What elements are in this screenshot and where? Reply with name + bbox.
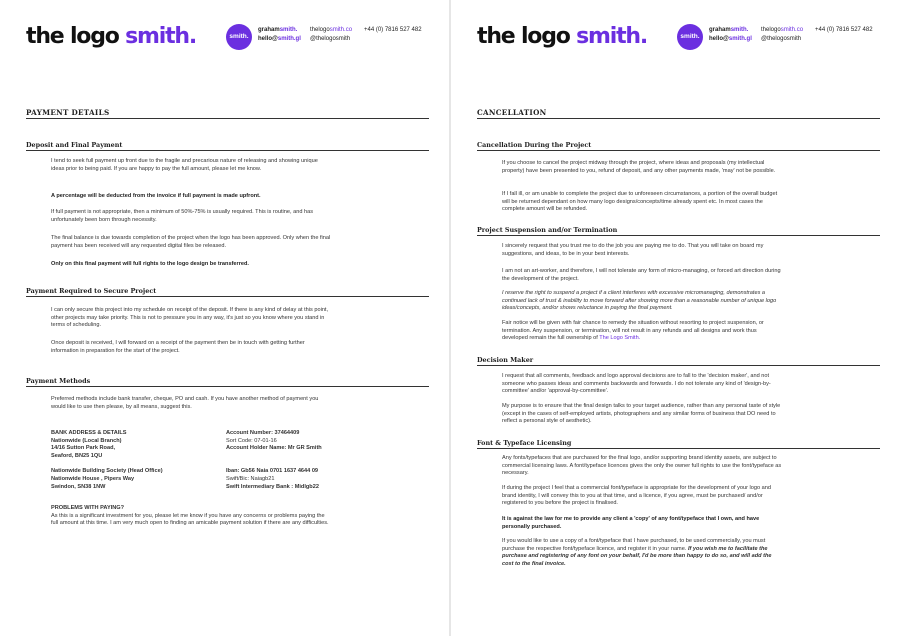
divider xyxy=(477,235,880,236)
paragraph: The final balance is due towards completion of the project when the logo has been approved. Only when the final payment has been received will any requested digital files be released. xyxy=(51,235,331,249)
divider xyxy=(26,150,429,151)
page-title: PAYMENT DETAILS xyxy=(26,108,110,117)
paragraph: Fair notice will be given with fair chance to remedy the situation without resorting to project suspension, or termination. Any suspension, or termination, will not result in any refunds and all designs and work thus developed remain the full ownership of The Logo Smith. xyxy=(502,320,764,342)
paragraph: If I fall ill, or am unable to complete the project due to unforeseen circumstances, a portion of the overall budget will be returned dependant on how many logo designs/concepts/time already spent etc. In most cases the complete amount will be refunded. xyxy=(502,191,778,213)
paragraph: I request that all comments, feedback and logo approval decisions are to fall to the 'decision maker', and not someone who passes ideas and comments backwards and forwards. I do not tolerate any kind of 'design-by-committee' and/or 'approval-by-committee'. xyxy=(502,373,771,395)
logo: the logo smith. xyxy=(26,24,197,49)
bank-address: BANK ADDRESS & DETAILS Nationwide (Local Branch) 14/16 Sutton Park Road, Seaford, BN25 1QU Nationwide Building Society (Head Office) Nationwide House , Pipers Way Swindon, SN38 1NW xyxy=(51,430,163,490)
logo: the logo smith. xyxy=(477,24,648,49)
paragraph: I reserve the right to suspend a project if a client interferes with excessive micromanaging, demonstrates a continued lack of trust & inability to move forward after showing more than a reasonable number of unique logo ideas/concepts, and/or shows reluctance in paying the final payment. xyxy=(502,290,777,312)
section-heading: Cancellation During the Project xyxy=(477,141,592,149)
contact-name-email: grahamsmith. hello@smith.gl xyxy=(258,27,301,42)
paragraph: My purpose is to ensure that the final design talks to your target audience, rather than any personal taste of style (except in the cases of self-employed artists, photographers and any similar forms of business that DO need to reflect a personal style of aesthetic). xyxy=(502,403,781,425)
section-heading: Font & Typeface Licensing xyxy=(477,439,572,447)
divider xyxy=(26,386,429,387)
paragraph: If you would like to use a copy of a font/typeface that I have purchased, to be used commercially, you must purchase the respective font/typeface licence, and register it in your name. If you wish me to facilitate the purchase and registering of any font on your behalf, I'd be more than happy to do so, and will add the cost to the final invoice. xyxy=(502,538,772,567)
letterhead xyxy=(477,22,880,54)
contact-name-email: grahamsmith. hello@smith.gl xyxy=(709,27,752,42)
divider xyxy=(477,448,880,449)
paragraph: Once deposit is received, I will forward on a receipt of the payment then be in touch with getting further information in preparation for the start of the project. xyxy=(51,340,305,354)
page-title: CANCELLATION xyxy=(477,108,547,117)
contact-site-handle: thelogosmith.co @thelogosmith xyxy=(761,27,804,42)
divider xyxy=(477,118,880,119)
paragraph: I tend to seek full payment up front due to the fragile and precarious nature of releasing and showing unique ideas prior to being paid. If you are happy to pay the full amount, please let me know. xyxy=(51,158,318,172)
letterhead xyxy=(26,22,429,54)
paragraph: Preferred methods include bank transfer, cheque, PO and cash. If you have another method of payment you would like to use then please, by all means, suggest this. xyxy=(51,396,319,410)
section-heading: Decision Maker xyxy=(477,356,534,364)
paragraph: Any fonts/typefaces that are purchased for the final logo, and/or supporting brand identity assets, are subject to commercial licensing laws. A font/typeface licences gives the only the owner full rights to use the font/typeface as necessary. xyxy=(502,455,782,477)
divider xyxy=(26,296,429,297)
paragraph: Only on this final payment will full rights to the logo design be transferred. xyxy=(51,261,249,267)
page-cancellation xyxy=(451,0,900,636)
contact-phone: +44 (0) 7816 527 482 xyxy=(815,27,873,33)
paragraph: If you choose to cancel the project midway through the project, where ideas and proposals (my intellectual property) have been presented to you, refund of deposit, and any other payments made, 'may' not be possible. xyxy=(502,160,776,174)
paragraph: I can only secure this project into my schedule on receipt of the deposit. If there is any kind of delay at this point, other projects may take priority. This is not to pressure you in any way, it's just so you know where you stand in terms of scheduling. xyxy=(51,307,329,329)
paragraph: It is against the law for me to provide any client a 'copy' of any font/typeface that I own, and have personally purchased. xyxy=(502,516,760,530)
paragraph: If full payment is not appropriate, then a minimum of 50%-75% is usually required. This is routine, and has unfortunately been born through necessity. xyxy=(51,209,314,223)
account-details: Account Number: 37464409 Sort Code: 07-01-16 Account Holder Name: Mr GR Smith Iban: Gb56 Naia 0701 1637 4644 09 Swift/Bic: Naiagb21 Swift Intermediary Bank : Midlgb22 xyxy=(226,430,322,490)
divider xyxy=(26,118,429,119)
logo-badge: smith. xyxy=(677,24,703,50)
contact-phone: +44 (0) 7816 527 482 xyxy=(364,27,422,33)
section-heading: Payment Methods xyxy=(26,377,91,385)
logo-badge: smith. xyxy=(226,24,252,50)
section-heading: Payment Required to Secure Project xyxy=(26,287,157,295)
contact-site-handle: thelogosmith.co @thelogosmith xyxy=(310,27,353,42)
paragraph: If during the project I feel that a commercial font/typeface is appropriate for the development of your logo and brand identity, I will convey this to you at that time, and a licence, if you agree, must be purchased/ and/or registered to you before the project is finalised. xyxy=(502,485,771,507)
section-heading: Project Suspension and/or Termination xyxy=(477,226,618,234)
paragraph: A percentage will be deducted from the invoice if full payment is made upfront. xyxy=(51,193,261,199)
paying-problems: PROBLEMS WITH PAYING? As this is a significant investment for you, please let me know if you have any concerns or problems paying the full amount at this time. I am very much open to finding an amicable payment solution if there are any difficulties. xyxy=(51,505,329,527)
paragraph: I sincerely request that you trust me to do the job you are paying me to do. That you will take on board my suggestions, and ideas, to be in your best interests. xyxy=(502,243,764,257)
page-payment-details xyxy=(0,0,449,636)
divider xyxy=(477,150,880,151)
paragraph: I am not an art-worker, and therefore, I will not tolerate any form of micro-managing, or forced art direction during the development of the project. xyxy=(502,268,781,282)
section-heading: Deposit and Final Payment xyxy=(26,141,123,149)
divider xyxy=(477,365,880,366)
